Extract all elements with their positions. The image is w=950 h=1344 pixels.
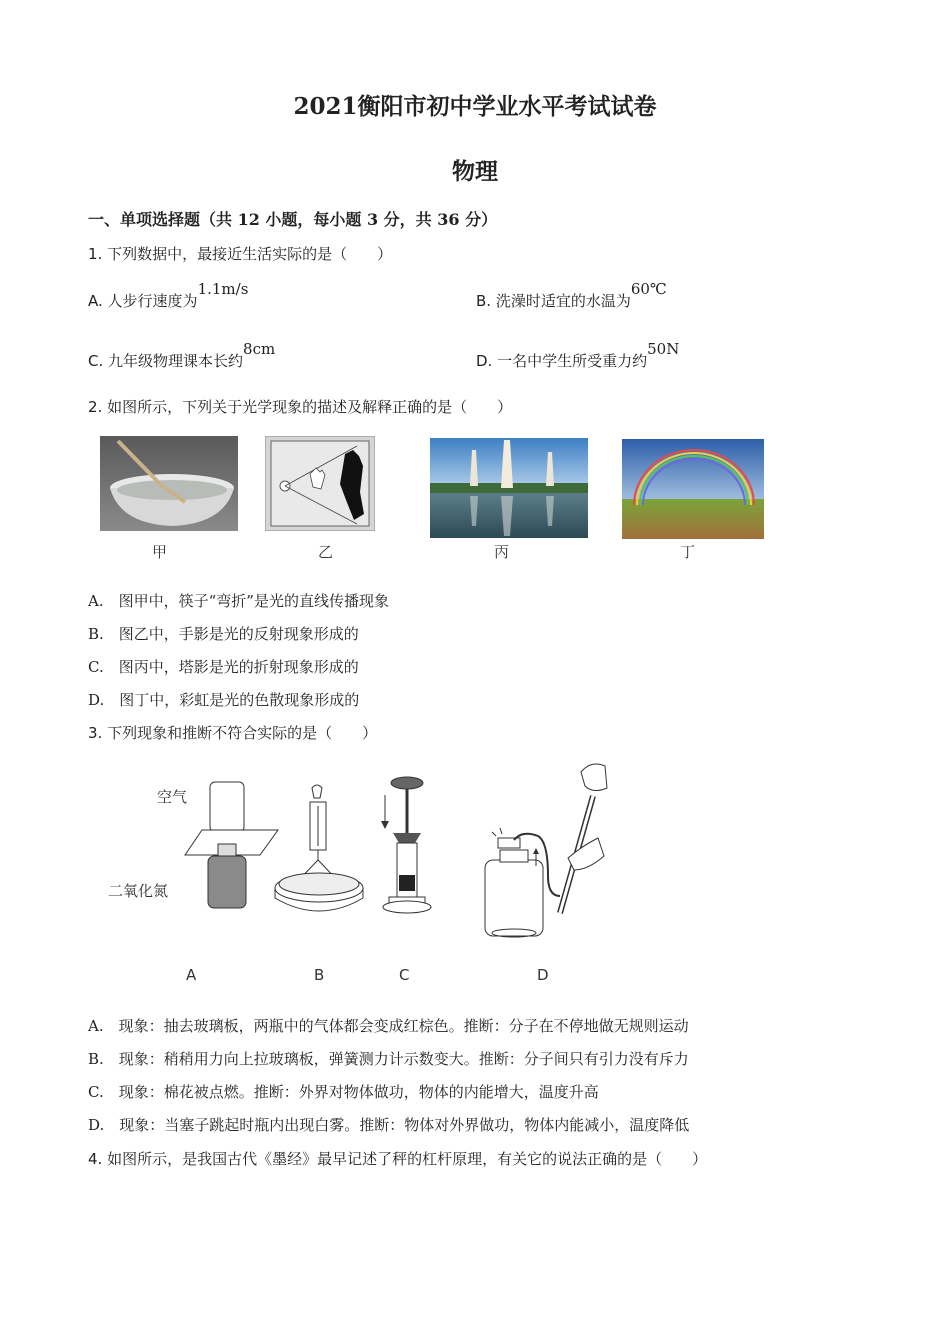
photo-hand-shadow	[265, 436, 375, 531]
option-value: 50N	[647, 340, 680, 358]
photo-pagoda-reflection	[430, 438, 588, 538]
caption-yi: 乙	[318, 543, 334, 561]
q3-option-a: A. 现象：抽去玻璃板，两瓶中的气体都会变成红棕色。推断：分子在不停地做无规则运动	[88, 1017, 689, 1035]
question-text: 下列现象和推断不符合实际的是（ ）	[107, 724, 378, 742]
question-text: 如图所示，是我国古代《墨经》最早记述了秤的杠杆原理，有关它的说法正确的是（ ）	[107, 1150, 708, 1168]
q2-option-a: A. 图甲中，筷子“弯折”是光的直线传播现象	[88, 592, 389, 610]
caption-jia: 甲	[152, 543, 168, 561]
question-4	[88, 1148, 707, 1169]
option-label: B.	[476, 292, 492, 310]
question-number: 4.	[88, 1150, 103, 1168]
option-value: 1.1m/s	[197, 280, 249, 298]
q2-option-c: C. 图丙中，塔影是光的折射现象形成的	[88, 658, 359, 676]
exam-title: 2021衡阳市初中学业水平考试试卷	[293, 93, 657, 120]
question-number: 3.	[88, 724, 103, 742]
option-value: 8cm	[243, 340, 276, 358]
caption-d: D	[537, 966, 549, 984]
option-value: 60℃	[630, 280, 667, 298]
q3-option-b: B. 现象：稍稍用力向上拉玻璃板，弹簧测力计示数变大。推断：分子间只有引力没有斥力	[88, 1050, 689, 1068]
caption-c: C	[399, 966, 410, 984]
option-label: A.	[88, 292, 103, 310]
question-number: 2.	[88, 398, 103, 416]
question-text: 如图所示，下列关于光学现象的描述及解释正确的是（ ）	[107, 398, 513, 416]
question-2	[88, 396, 512, 417]
subject-title: 物理	[452, 158, 498, 185]
figure-gas-diffusion	[180, 780, 280, 915]
option-label: D.	[476, 352, 493, 370]
q1-option-a	[88, 280, 249, 311]
q2-option-d: D. 图丁中，彩虹是光的色散现象形成的	[88, 691, 360, 709]
option-text: 洗澡时适宜的水温为	[495, 292, 631, 310]
question-text: 下列数据中，最接近生活实际的是（ ）	[107, 245, 393, 263]
question-3	[88, 722, 377, 743]
figure-bottle-pump	[478, 758, 613, 943]
option-text: 九年级物理课本长约	[108, 352, 244, 370]
caption-b: B	[314, 966, 325, 984]
section-heading: 一、单项选择题（共 12 小题，每小题 3 分，共 36 分）	[88, 210, 498, 229]
option-text: 一名中学生所受重力约	[497, 352, 648, 370]
q2-option-b: B. 图乙中，手影是光的反射现象形成的	[88, 625, 359, 643]
caption-ding: 丁	[680, 543, 696, 561]
option-text: 人步行速度为	[107, 292, 198, 310]
q1-option-d	[476, 340, 680, 371]
question-1	[88, 243, 392, 264]
q1-option-b	[476, 280, 667, 311]
figure-spring-scale	[272, 780, 367, 915]
figure-compression-cylinder	[375, 775, 435, 920]
label-nitrogen-dioxide: 二氧化氮	[108, 882, 169, 900]
label-air: 空气	[157, 788, 188, 806]
photo-bowl-chopstick	[100, 436, 238, 531]
caption-bing: 丙	[494, 543, 510, 561]
q3-option-d: D. 现象：当塞子跳起时瓶内出现白雾。推断：物体对外界做功，物体内能减小，温度降低	[88, 1116, 690, 1134]
q1-option-c	[88, 340, 276, 371]
option-label: C.	[88, 352, 104, 370]
photo-rainbow	[622, 439, 764, 539]
caption-a: A	[186, 966, 197, 984]
q3-option-c: C. 现象：棉花被点燃。推断：外界对物体做功，物体的内能增大，温度升高	[88, 1083, 599, 1101]
question-number: 1.	[88, 245, 103, 263]
